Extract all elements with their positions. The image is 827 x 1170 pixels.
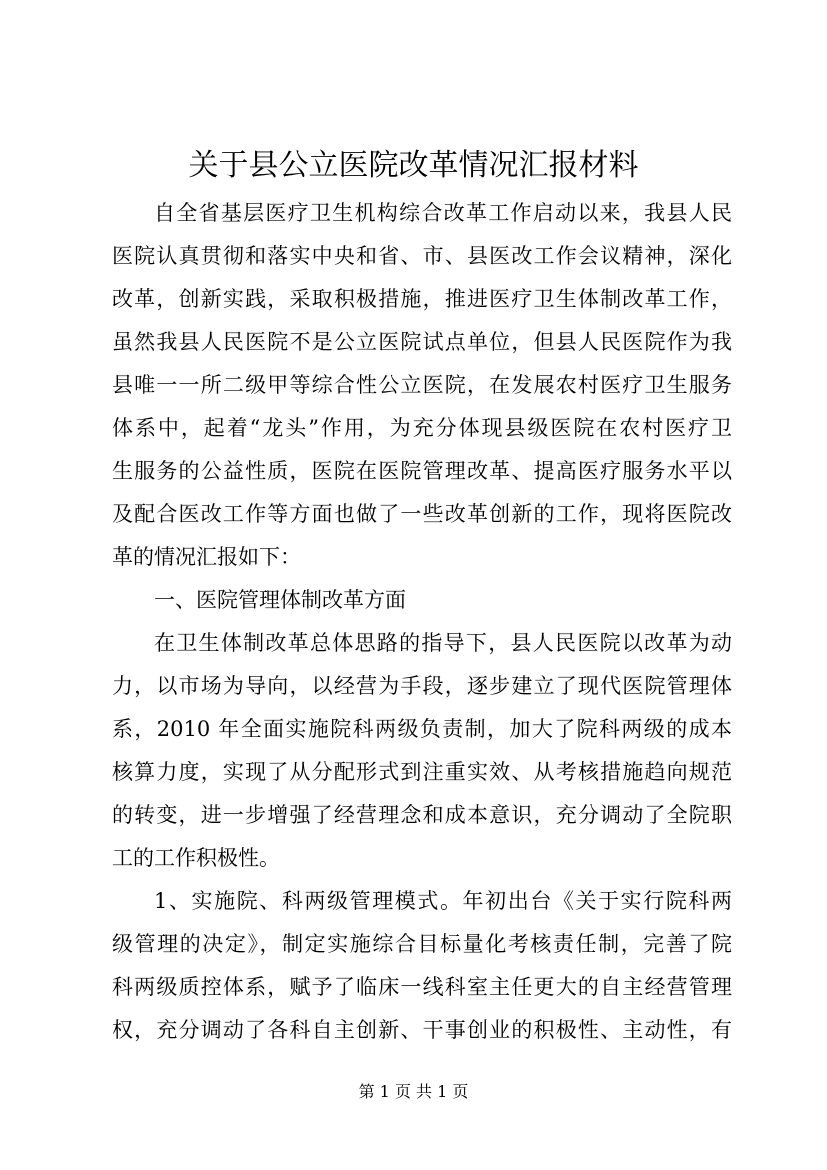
body-line: 体系中，起着“龙头”作用，为充分体现县级医院在农村医疗卫 (112, 416, 732, 440)
body-line: 科两级质控体系，赋予了临床一线科室主任更大的自主经营管理 (112, 975, 732, 999)
body-line: 及配合医改工作等方面也做了一些改革创新的工作，现将医院改 (112, 502, 732, 526)
body-line: 系，2010 年全面实施院科两级负责制，加大了院科两级的成本 (112, 717, 732, 741)
body-line: 生服务的公益性质，医院在医院管理改革、提高医疗服务水平以 (112, 459, 732, 483)
body-line: 革的情况汇报如下： (112, 545, 301, 569)
body-line: 工的工作积极性。 (112, 846, 280, 870)
body-line: 在卫生体制改革总体思路的指导下，县人民医院以改革为动 (154, 631, 732, 655)
page-number: 第 1 页 共 1 页 (358, 1082, 469, 1101)
body-line: 力，以市场为导向，以经营为手段，逐步建立了现代医院管理体 (112, 674, 732, 698)
body-line: 县唯一一所二级甲等综合性公立医院，在发展农村医疗卫生服务 (112, 373, 732, 397)
body-line: 医院认真贯彻和落实中央和省、市、县医改工作会议精神，深化 (112, 244, 732, 268)
body-line: 虽然我县人民医院不是公立医院试点单位，但县人民医院作为我 (112, 330, 732, 354)
body-line: 改革，创新实践，采取积极措施，推进医疗卫生体制改革工作， (112, 287, 732, 311)
body-line: 权，充分调动了各科自主创新、干事创业的积极性、主动性，有 (112, 1018, 732, 1042)
body-line: 1、实施院、科两级管理模式。年初出台《关于实行院科两 (154, 889, 732, 913)
body-line: 的转变，进一步增强了经营理念和成本意识，充分调动了全院职 (112, 803, 732, 827)
body-line: 自全省基层医疗卫生机构综合改革工作启动以来，我县人民 (154, 201, 732, 225)
section-heading: 一、医院管理体制改革方面 (154, 588, 406, 612)
body-line: 核算力度，实现了从分配形式到注重实效、从考核措施趋向规范 (112, 760, 732, 784)
body-line: 级管理的决定》，制定实施综合目标量化考核责任制，完善了院 (112, 932, 732, 956)
document-title: 关于县公立医院改革情况汇报材料 (188, 148, 639, 183)
